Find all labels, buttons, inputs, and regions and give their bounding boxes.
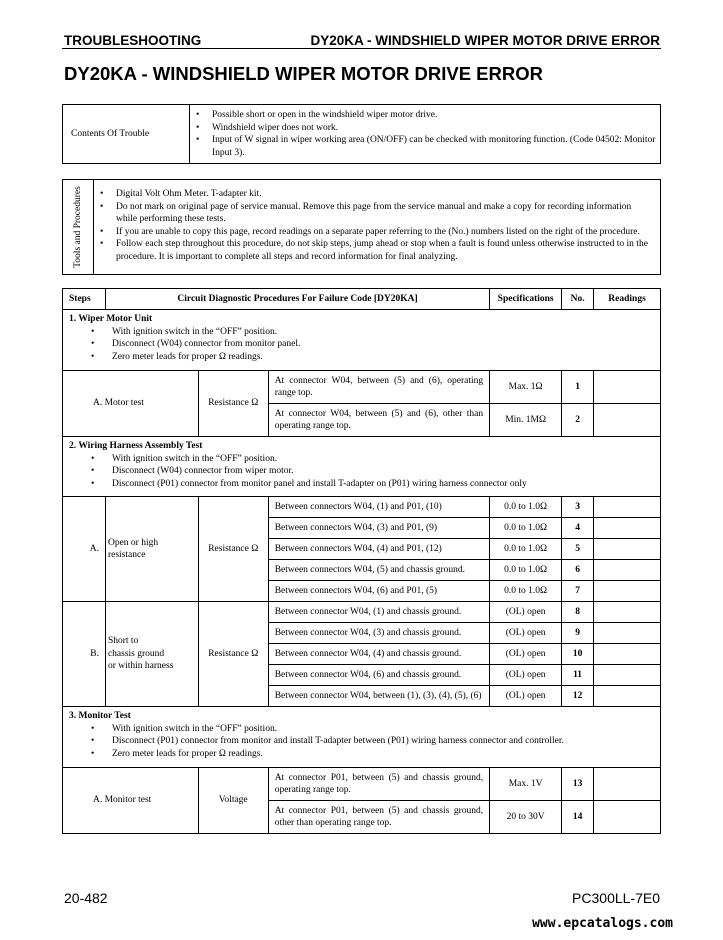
section-item: • With ignition switch in the “OFF” position.	[69, 723, 654, 736]
col-readings: Readings	[594, 289, 661, 310]
section-item: • With ignition switch in the “OFF” position.	[69, 453, 654, 466]
measure-type: Resistance Ω	[198, 497, 268, 602]
readings-cell[interactable]	[594, 560, 661, 581]
contents-label: Contents Of Trouble	[63, 105, 190, 164]
procedure-cell: Between connector W04, (6) and chassis ground.	[268, 665, 489, 686]
contents-list-cell	[190, 105, 661, 164]
step-label: A. Motor test	[63, 371, 199, 437]
no-cell: 13	[562, 768, 594, 801]
readings-cell[interactable]	[594, 371, 661, 404]
no-cell: 2	[562, 404, 594, 437]
running-header-section: TROUBLESHOOTING	[64, 33, 202, 48]
diagnostic-table	[62, 288, 661, 834]
readings-cell[interactable]	[594, 497, 661, 518]
no-cell: 14	[562, 801, 594, 834]
procedure-cell: At connector P01, between (5) and chassis ground, other than operating range top.	[268, 801, 489, 834]
group-b-label-line: chassis ground	[107, 648, 165, 659]
spec-cell: (OL) open	[490, 602, 562, 623]
no-cell: 5	[562, 539, 594, 560]
spec-cell: 0.0 to 1.0Ω	[490, 539, 562, 560]
table-row	[63, 768, 661, 801]
no-cell: 1	[562, 371, 594, 404]
contents-item: • Possible short or open in the windshield wiper motor drive.	[190, 109, 656, 122]
contents-item: • Input of W signal in wiper working area (ON/OFF) can be checked with monitoring function. (Code 04502: Monitor Input 3).	[190, 134, 656, 159]
col-spec: Specifications	[490, 289, 562, 310]
col-procedures: Circuit Diagnostic Procedures For Failure Code [DY20KA]	[105, 289, 489, 310]
spec-cell: (OL) open	[490, 686, 562, 707]
group-b-letter: B.	[63, 602, 106, 707]
step-label: A. Monitor test	[63, 768, 199, 834]
readings-cell[interactable]	[594, 801, 661, 834]
page-title: DY20KA - WINDSHIELD WIPER MOTOR DRIVE ERROR	[64, 63, 543, 84]
tools-item: • Follow each step throughout this procedure, do not skip steps, jump ahead or stop when a fault is found unless otherwise instructed to in the procedure. It is important to complete all steps and record information for final analyzing.	[94, 238, 654, 263]
no-cell: 4	[562, 518, 594, 539]
table-row	[63, 602, 661, 623]
measure-type: Voltage	[198, 768, 268, 834]
group-a-label: Open or high resistance	[105, 497, 198, 602]
spec-cell: (OL) open	[490, 665, 562, 686]
contents-item: • Windshield wiper does not work.	[190, 122, 656, 135]
readings-cell[interactable]	[594, 686, 661, 707]
spec-cell: 20 to 30V	[490, 801, 562, 834]
procedure-cell: At connector W04, between (5) and (6), other than operating range top.	[268, 404, 489, 437]
section-item: • Disconnect (W04) connector from wiper motor.	[69, 465, 654, 478]
readings-cell[interactable]	[594, 404, 661, 437]
spec-cell: (OL) open	[490, 644, 562, 665]
page-number: 20-482	[64, 890, 108, 906]
group-b-label-line: or within harness	[107, 661, 174, 672]
no-cell: 8	[562, 602, 594, 623]
spec-cell: Max. 1V	[490, 768, 562, 801]
no-cell: 12	[562, 686, 594, 707]
table-row	[63, 497, 661, 518]
procedure-cell: At connector P01, between (5) and chassis ground, operating range top.	[268, 768, 489, 801]
tools-item: • Digital Volt Ohm Meter. T-adapter kit.	[94, 188, 654, 201]
spec-cell: 0.0 to 1.0Ω	[490, 560, 562, 581]
spec-cell: 0.0 to 1.0Ω	[490, 581, 562, 602]
no-cell: 9	[562, 623, 594, 644]
section-1-title: 1. Wiper Motor Unit	[69, 314, 153, 324]
group-b-label	[105, 602, 198, 707]
spec-cell: Min. 1MΩ	[490, 404, 562, 437]
running-header-code: DY20KA - WINDSHIELD WIPER MOTOR DRIVE ERROR	[310, 33, 660, 48]
table-header-row	[63, 289, 661, 310]
section-3-intro	[63, 707, 661, 768]
procedure-cell: Between connectors W04, (6) and P01, (5)	[268, 581, 489, 602]
procedure-cell: Between connectors W04, (1) and P01, (10)	[268, 497, 489, 518]
tools-list-cell	[94, 180, 661, 275]
section-item: • Zero meter leads for proper Ω readings.	[69, 748, 654, 761]
tools-label-cell	[63, 180, 94, 275]
procedure-cell: Between connector W04, (3) and chassis ground.	[268, 623, 489, 644]
model-number: PC300LL-7E0	[572, 890, 660, 906]
section-3-title: 3. Monitor Test	[69, 711, 131, 721]
tools-item: • If you are unable to copy this page, record readings on a separate paper referring to the (No.) numbers listed on the right of the procedure.	[94, 226, 654, 239]
section-item: • Disconnect (W04) connector from monitor panel.	[69, 338, 654, 351]
procedure-cell: Between connectors W04, (5) and chassis ground.	[268, 560, 489, 581]
header-rule	[62, 48, 661, 49]
section-2-title: 2. Wiring Harness Assembly Test	[69, 441, 203, 451]
procedure-cell: Between connectors W04, (4) and P01, (12)	[268, 539, 489, 560]
group-a-letter: A.	[63, 497, 106, 602]
group-b-label-line: Short to	[107, 636, 139, 647]
tools-item: • Do not mark on original page of service manual. Remove this page from the service manual and make a copy for recording information while performing these tests.	[94, 201, 654, 226]
procedure-cell: Between connectors W04, (3) and P01, (9)	[268, 518, 489, 539]
procedure-cell: Between connector W04, (4) and chassis ground.	[268, 644, 489, 665]
table-row	[63, 371, 661, 404]
section-item: • Zero meter leads for proper Ω readings.	[69, 351, 654, 364]
no-cell: 7	[562, 581, 594, 602]
procedure-cell: Between connector W04, between (1), (3), (4), (5), (6)	[268, 686, 489, 707]
section-item: • Disconnect (P01) connector from monitor panel and install T-adapter on (P01) wiring harness connector only	[69, 478, 654, 491]
contents-of-trouble-table	[62, 104, 661, 164]
section-2-intro	[63, 437, 661, 497]
readings-cell[interactable]	[594, 768, 661, 801]
procedure-cell: Between connector W04, (1) and chassis ground.	[268, 602, 489, 623]
tools-label: Tools and Procedures	[72, 186, 83, 268]
readings-cell[interactable]	[594, 518, 661, 539]
readings-cell[interactable]	[594, 539, 661, 560]
readings-cell[interactable]	[594, 665, 661, 686]
col-no: No.	[562, 289, 594, 310]
no-cell: 3	[562, 497, 594, 518]
spec-cell: (OL) open	[490, 623, 562, 644]
no-cell: 10	[562, 644, 594, 665]
readings-cell[interactable]	[594, 581, 661, 602]
procedure-cell: At connector W04, between (5) and (6), operating range top.	[268, 371, 489, 404]
spec-cell: 0.0 to 1.0Ω	[490, 518, 562, 539]
section-item: • Disconnect (P01) connector from monitor and install T-adapter between (P01) wiring harness connector and controller.	[69, 735, 654, 748]
readings-cell[interactable]	[594, 644, 661, 665]
watermark-url: www.epcatalogs.com	[532, 916, 673, 931]
no-cell: 6	[562, 560, 594, 581]
readings-cell[interactable]	[594, 623, 661, 644]
no-cell: 11	[562, 665, 594, 686]
spec-cell: 0.0 to 1.0Ω	[490, 497, 562, 518]
readings-cell[interactable]	[594, 602, 661, 623]
col-steps: Steps	[63, 289, 106, 310]
measure-type: Resistance Ω	[198, 371, 268, 437]
section-1-intro	[63, 310, 661, 371]
tools-procedures-table	[62, 179, 661, 275]
spec-cell: Max. 1Ω	[490, 371, 562, 404]
measure-type: Resistance Ω	[198, 602, 268, 707]
section-item: • With ignition switch in the “OFF” position.	[69, 326, 654, 339]
